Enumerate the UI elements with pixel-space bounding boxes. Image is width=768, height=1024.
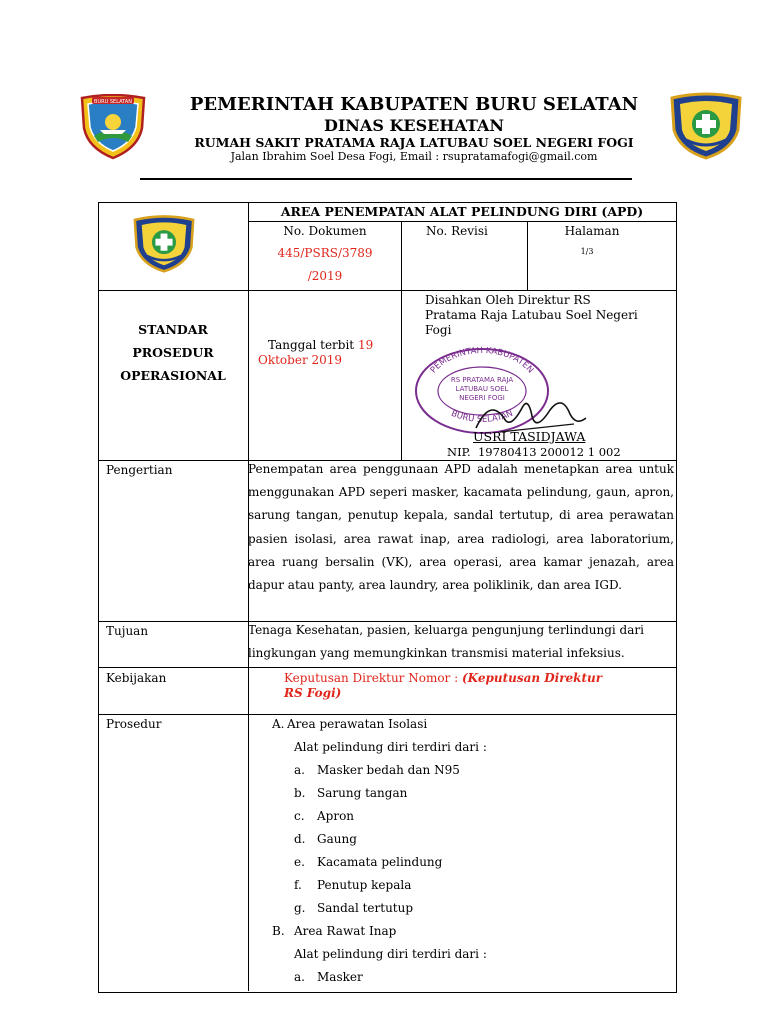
org-hospital: RUMAH SAKIT PRATAMA RAJA LATUBAU SOEL NEGERI FOGI [194, 135, 634, 150]
row-divider [98, 714, 676, 715]
list-item-marker: a. [294, 763, 305, 777]
stamp-mid-text: RS PRATAMA RAJA [450, 376, 514, 384]
halaman-label: Halaman [564, 224, 620, 238]
sub-a-intro: Alat pelindung diri terdiri dari : [294, 740, 487, 754]
sub-a-title: Area perawatan Isolasi [287, 717, 428, 731]
svg-text:PEMERINTAH KABUPATEN [429, 346, 536, 375]
list-item: Penutup kepala [317, 878, 412, 892]
stamp-mid-text: LATUBAU SOEL [455, 385, 509, 393]
tanggal-label: Tanggal terbit [268, 338, 358, 352]
stamp-top-text: PEMERINTAH KABUPATEN [428, 345, 536, 376]
org-address: Jalan Ibrahim Soel Desa Fogi, Email : rsupratamafogi@gmail.com [230, 150, 598, 163]
doc-title: AREA PENEMPATAN ALAT PELINDUNG DIRI (APD) [280, 204, 644, 219]
sop-type-line: OPERASIONAL [120, 368, 226, 383]
list-item-marker: g. [294, 901, 306, 915]
title-divider [248, 221, 676, 222]
stamp-bottom-text: BURU SELATAN [449, 408, 515, 425]
list-item-marker: c. [294, 809, 305, 823]
list-item: Masker bedah dan N95 [317, 763, 460, 777]
list-item: Apron [317, 809, 355, 823]
approval-text: Disahkan Oleh Direktur RS Pratama Raja Latubau Soel Negeri Fogi [425, 293, 638, 337]
sub-b-intro: Alat pelindung diri terdiri dari : [294, 947, 487, 961]
row-divider [98, 667, 676, 668]
kebijakan-prefix: Keputusan Direktur Nomor : [284, 671, 462, 685]
halaman-value: 1/3 [580, 247, 594, 256]
tujuan-label: Tujuan [106, 624, 149, 638]
tanggal-terbit [268, 338, 398, 352]
nip-value: 19780413 200012 1 002 [477, 445, 621, 459]
no-dokumen-value: /2019 [307, 269, 343, 283]
pengertian-text: Penempatan area penggunaan APD adalah menetapkan area untuk menggunakan APD seperi masker, kacamata pelindung, gaun, apron, sarung tangan, penutup kepala, sandal tertutup, di area perawatan pasien isolasi, area rawat inap, area radiologi, area laboratorium, area ruang bersalin (VK), area operasi, area kamar jenazah, area dapur atau panty, area laundry, area poliklinik, dan area IGD. [248, 462, 674, 593]
director-name: USRI TASIDJAWA [473, 429, 586, 444]
prosedur-label: Prosedur [106, 717, 162, 731]
kebijakan-ref-cont: RS Fogi) [284, 686, 342, 700]
list-item: Masker [317, 970, 363, 984]
col-divider [401, 221, 402, 461]
kebijakan-label: Kebijakan [106, 671, 167, 685]
list-item: Sarung tangan [317, 786, 408, 800]
list-item-marker: b. [294, 786, 306, 800]
list-item-marker: a. [294, 970, 305, 984]
list-item: Gaung [317, 832, 357, 846]
list-item: Kacamata pelindung [317, 855, 443, 869]
director-nip [447, 445, 667, 459]
list-item-marker: e. [294, 855, 305, 869]
sop-type-line: PROSEDUR [132, 345, 214, 360]
tujuan-text: Tenaga Kesehatan, pasien, keluarga pengunjung terlindungi dari lingkungan yang memungkinkan transmisi material infeksius. [248, 623, 644, 661]
hospital-emblem-icon [668, 90, 744, 160]
no-revisi-label: No. Revisi [426, 224, 488, 238]
tanggal-day: 19 [357, 338, 374, 352]
list-item: Sandal tertutup [317, 901, 414, 915]
tanggal-month-year: Oktober 2019 [258, 353, 343, 367]
no-dokumen-value: 445/PSRS/3789 [277, 246, 373, 260]
org-government: PEMERINTAH KABUPATEN BURU SELATAN [189, 94, 639, 115]
list-item-marker: f. [294, 878, 302, 892]
emblem-label: BURU SELATAN [94, 99, 132, 105]
kebijakan-text [284, 671, 674, 685]
org-department: DINAS KESEHATAN [323, 116, 505, 135]
hospital-emblem-icon [128, 213, 200, 273]
pengertian-label: Pengertian [106, 463, 173, 477]
row-divider [98, 290, 676, 291]
letterhead [0, 0, 768, 190]
sub-b-marker: B. [272, 924, 285, 938]
sop-type-line: STANDAR [138, 322, 208, 337]
sub-b-title: Area Rawat Inap [294, 924, 397, 938]
header-divider [140, 178, 632, 180]
kebijakan-ref: (Keputusan Direktur [461, 671, 603, 685]
buru-selatan-emblem-icon [78, 94, 148, 160]
stamp-mid-text: NEGERI FOGI [459, 394, 505, 402]
list-item-marker: d. [294, 832, 306, 846]
nip-label: NIP. [447, 445, 471, 459]
no-dokumen-label: No. Dokumen [283, 224, 367, 238]
sub-a-marker: A. [272, 717, 285, 731]
